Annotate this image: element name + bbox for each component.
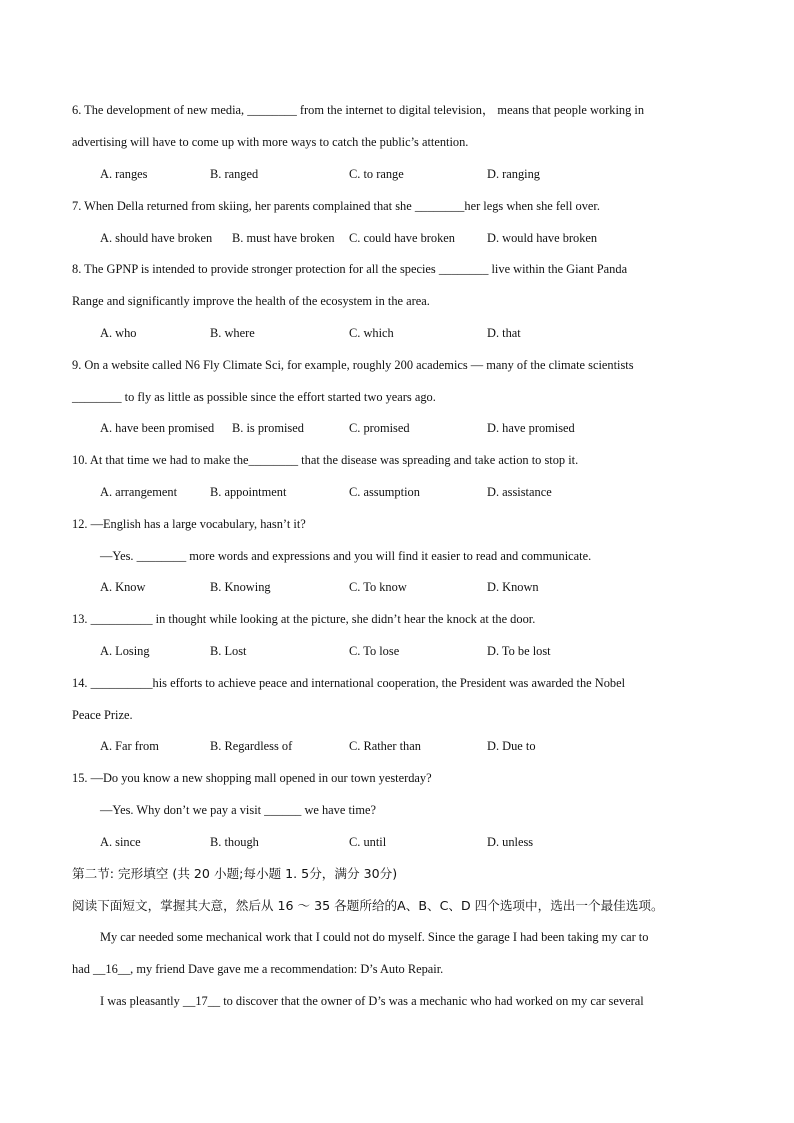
question-6-line-1: 6. The development of new media, ________ from the internet to digital television， means that people working in bbox=[72, 103, 645, 117]
option-a[interactable]: A. since bbox=[100, 835, 141, 849]
option-b[interactable]: B. appointment bbox=[210, 485, 287, 499]
question-6-line-2: advertising will have to come up with more ways to catch the public’s attention. bbox=[72, 135, 469, 149]
option-b[interactable]: B. must have broken bbox=[232, 231, 335, 245]
option-a[interactable]: A. who bbox=[100, 326, 137, 340]
option-d[interactable]: D. that bbox=[487, 326, 521, 340]
option-a[interactable]: A. should have broken bbox=[100, 231, 213, 245]
question-12-line-1: 12. —English has a large vocabulary, hasn’t it? bbox=[72, 517, 306, 531]
question-15-line-2: —Yes. Why don’t we pay a visit ______ we have time? bbox=[100, 803, 376, 817]
option-b[interactable]: B. ranged bbox=[210, 167, 259, 181]
option-d[interactable]: D. unless bbox=[487, 835, 534, 849]
option-b[interactable]: B. though bbox=[210, 835, 259, 849]
question-14-line-2: Peace Prize. bbox=[72, 708, 133, 722]
option-c[interactable]: C. To lose bbox=[349, 644, 400, 658]
option-d[interactable]: D. assistance bbox=[487, 485, 552, 499]
option-d[interactable]: D. To be lost bbox=[487, 644, 551, 658]
option-a[interactable]: A. Far from bbox=[100, 739, 159, 753]
section-instruction: 阅读下面短文，掌握其大意，然后从 16 ～ 35 各题所给的A、B、C、D 四个选项中，选出一个最佳选项。 bbox=[72, 898, 664, 913]
option-a[interactable]: A. ranges bbox=[100, 167, 148, 181]
option-a[interactable]: A. Losing bbox=[100, 644, 150, 658]
question-13-line-1: 13. __________ in thought while looking at the picture, she didn’t hear the knock at the door. bbox=[72, 612, 536, 626]
option-c[interactable]: C. to range bbox=[349, 167, 404, 181]
question-14-line-1: 14. __________his efforts to achieve peace and international cooperation, the President was awarded the Nobel bbox=[72, 676, 626, 690]
option-b[interactable]: B. Knowing bbox=[210, 580, 271, 594]
question-9-line-1: 9. On a website called N6 Fly Climate Sci, for example, roughly 200 academics — many of the climate scientists bbox=[72, 358, 634, 372]
section-heading: 第二节: 完形填空 (共 20 小题;每小题 1. 5分，满分 30分) bbox=[72, 866, 398, 881]
option-b[interactable]: B. is promised bbox=[232, 421, 304, 435]
option-c[interactable]: C. promised bbox=[349, 421, 410, 435]
question-15-line-1: 15. —Do you know a new shopping mall opened in our town yesterday? bbox=[72, 771, 432, 785]
option-d[interactable]: D. would have broken bbox=[487, 231, 598, 245]
option-a[interactable]: A. Know bbox=[100, 580, 146, 594]
option-c[interactable]: C. could have broken bbox=[349, 231, 455, 245]
option-c[interactable]: C. Rather than bbox=[349, 739, 421, 753]
option-c[interactable]: C. which bbox=[349, 326, 394, 340]
option-a[interactable]: A. have been promised bbox=[100, 421, 215, 435]
option-c[interactable]: C. assumption bbox=[349, 485, 420, 499]
passage-line: My car needed some mechanical work that I could not do myself. Since the garage I had been taking my car to bbox=[100, 930, 649, 944]
question-8-line-1: 8. The GPNP is intended to provide stronger protection for all the species ________ live within the Giant Panda bbox=[72, 262, 628, 276]
option-d[interactable]: D. Known bbox=[487, 580, 539, 594]
option-a[interactable]: A. arrangement bbox=[100, 485, 178, 499]
option-c[interactable]: C. until bbox=[349, 835, 387, 849]
question-9-line-2: ________ to fly as little as possible since the effort started two years ago. bbox=[72, 390, 436, 404]
question-7-line-1: 7. When Della returned from skiing, her parents complained that she ________her legs when she fell over. bbox=[72, 199, 600, 213]
option-b[interactable]: B. Regardless of bbox=[210, 739, 293, 753]
option-d[interactable]: D. Due to bbox=[487, 739, 536, 753]
option-b[interactable]: B. where bbox=[210, 326, 255, 340]
option-b[interactable]: B. Lost bbox=[210, 644, 247, 658]
option-d[interactable]: D. ranging bbox=[487, 167, 540, 181]
passage-line: had __16__, my friend Dave gave me a recommendation: D’s Auto Repair. bbox=[72, 962, 444, 976]
passage-line: I was pleasantly __17__ to discover that the owner of D’s was a mechanic who had worked on my car several bbox=[100, 994, 644, 1008]
option-c[interactable]: C. To know bbox=[349, 580, 407, 594]
question-10-line-1: 10. At that time we had to make the________ that the disease was spreading and take action to stop it. bbox=[72, 453, 579, 467]
question-12-line-2: —Yes. ________ more words and expressions and you will find it easier to read and communicate. bbox=[100, 549, 592, 563]
option-d[interactable]: D. have promised bbox=[487, 421, 575, 435]
question-8-line-2: Range and significantly improve the health of the ecosystem in the area. bbox=[72, 294, 430, 308]
